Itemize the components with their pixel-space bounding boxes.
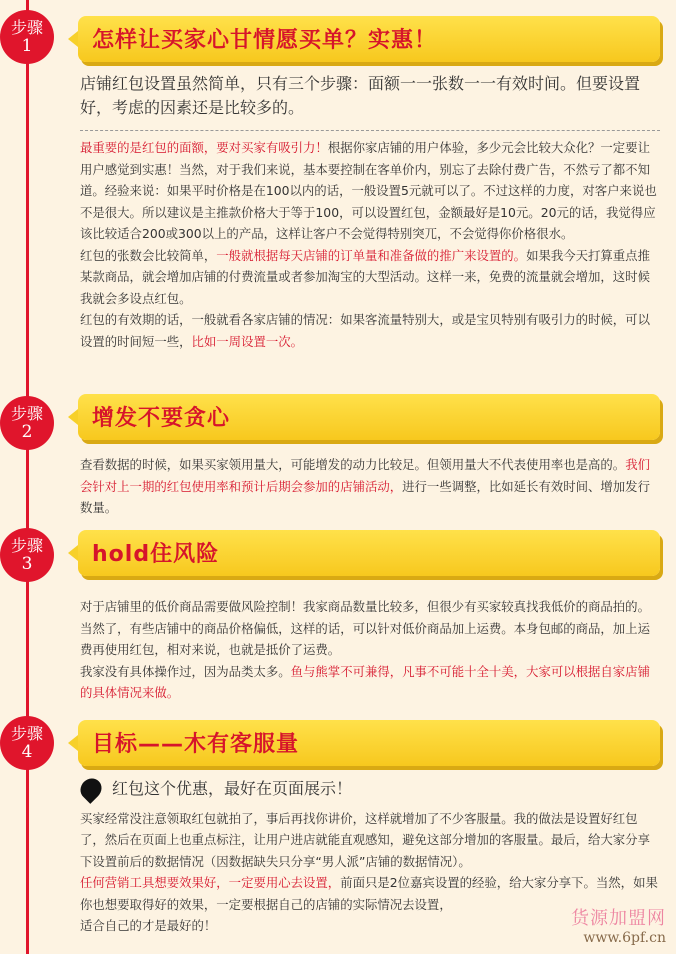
bullet-heading <box>80 778 660 800</box>
highlight-text: 鱼与熊掌不可兼得，凡事不可能十全十美，大家可以根据自家店铺的具体情况来做。 <box>80 663 650 700</box>
highlight-text: 最重要的是红包的面额，要对买家有吸引力！ <box>80 140 328 155</box>
body-text: 进行一些调整，比如延长有效时间、增加发行数量。 <box>80 478 650 515</box>
step-badge-number: 4 <box>21 742 33 762</box>
watermark <box>571 904 666 946</box>
paragraph <box>80 137 660 245</box>
step-title: hold住风险 <box>92 542 220 567</box>
step-title: 目标——木有客服量 <box>92 732 300 757</box>
highlight-text: 一般就根据每天店铺的订单量和准备做的推广来设置的。 <box>216 247 527 263</box>
step-badge-3 <box>0 528 54 582</box>
body-text: 红包的有效期的话，一般就看各家店铺的情况：如果客流量特别大，或是宝贝特别有吸引力的时候，可以设置的时间短一些， <box>80 312 650 349</box>
dashed-divider <box>80 130 660 131</box>
highlight-text: 我们会针对上一期的红包使用率和预计后期会参加的店铺活动， <box>80 457 650 494</box>
highlight-text: 任何营销工具想要效果好，一定要用心去设置， <box>80 875 341 890</box>
body-text: 根据你家店铺的用户体验，多少元会比较大众化？一定要让用户感觉到实惠！当然，对于我们来说，基本要控制在客单价内，别忘了去除付费广告，不然亏了都不知道。经验来说：如果平时价格是在100以内的话，一般设置5元就可以了。不过这样的力度，对客户来说也不是很大。所以建议是主推款价格大于等于100，可以设置红包，金额最好是10元。20元的话，我觉得应该比较适合200或300以上的产品，这样让客户不会觉得特别突兀，不会觉得你价格很水。 <box>80 140 657 241</box>
step-1-content <box>80 72 660 352</box>
bullet-icon <box>76 774 106 804</box>
step-title-banner-4 <box>78 720 660 766</box>
step-badge-word: 步骤 <box>10 724 43 743</box>
step-3-content <box>80 596 660 704</box>
timeline-line <box>26 0 29 954</box>
bullet-text: 红包这个优惠，最好在页面展示！ <box>112 779 353 798</box>
paragraph: 对于店铺里的低价商品需要做风险控制！我家商品数量比较多，但很少有买家较真找我低价的商品拍的。当然了，有些店铺中的商品价格偏低，这样的话，可以针对低价商品加上运费。本身包邮的商品，加上运费再使用红包，相对来说，也就是抵价了运费。 <box>80 599 650 657</box>
step-title-banner-2 <box>78 394 660 440</box>
intro-text: 店铺红包设置虽然简单，只有三个步骤：面额一一张数一一有效时间。但要设置好，考虑的因素还是比较多的。 <box>80 74 641 117</box>
body-text: 查看数据的时候，如果买家领用量大，可能增发的动力比较足。但领用量大不代表使用率也是高的。 <box>80 457 626 472</box>
body-text: 红包的张数会比较简单， <box>80 247 217 263</box>
step-badge-4 <box>0 716 54 770</box>
paragraph: 适合自己的才是最好的！ <box>80 918 217 933</box>
step-badge-number: 3 <box>21 554 33 574</box>
paragraph <box>80 454 660 519</box>
step-badge-2 <box>0 396 54 450</box>
step-badge-1 <box>0 10 54 64</box>
step-2-content <box>80 454 660 519</box>
body-text: 我家没有具体操作过，因为品类太多。 <box>80 663 291 679</box>
paragraph <box>80 245 660 310</box>
paragraph <box>80 661 660 704</box>
highlight-text: 比如一周设置一次。 <box>191 333 304 349</box>
paragraph: 买家经常没注意领取红包就拍了，事后再找你讲价，这样就增加了不少客服量。我的做法是设置好红包了，然后在页面上也重点标注，让用户进店就能直观感知，避免这部分增加的客服量。最后，给大家分享下设置前后的数据情况（因数据缺失只分享“男人派”店铺的数据情况）。 <box>80 810 650 869</box>
step-title: 增发不要贪心 <box>92 406 231 431</box>
watermark-title: 货源加盟网 <box>571 908 666 929</box>
step-badge-word: 步骤 <box>10 536 43 555</box>
step-badge-word: 步骤 <box>10 18 43 37</box>
step-title: 怎样让买家心甘情愿买单？实惠！ <box>92 28 438 53</box>
paragraph <box>80 309 660 352</box>
step-badge-number: 1 <box>21 36 33 56</box>
step-title-banner-3 <box>78 530 660 576</box>
watermark-url: www.6pf.cn <box>583 930 666 946</box>
step-title-banner-1 <box>78 16 660 62</box>
step-badge-word: 步骤 <box>10 404 43 423</box>
body-text: 如果我今天打算重点推某款商品，就会增加店铺的付费流量或者参加淘宝的大型活动。这样一来，免费的流量就会增加，这时候我就会多设点红包。 <box>80 247 650 306</box>
step-badge-number: 2 <box>21 422 33 442</box>
body-text: 前面只是2位嘉宾设置的经验，给大家分享下。当然，如果你也想要取得好的效果，一定要根据自己的店铺的实际情况去设置， <box>80 875 658 912</box>
